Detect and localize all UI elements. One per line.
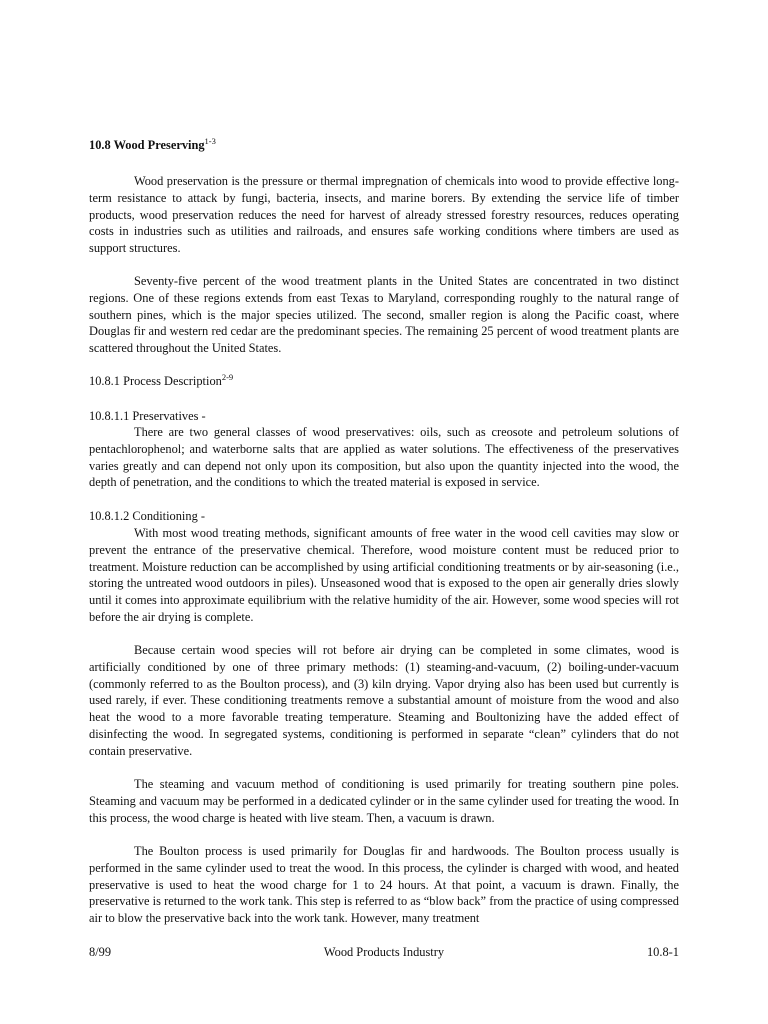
intro-paragraph-2: Seventy-five percent of the wood treatment plants in the United States are concentrated in two distinct regions. One of these regions extends from east Texas to Maryland, corresponding roughly to the natural range of southern pines, which is the major species utilized. The second, smaller region is along the Pacific coast, where Douglas fir and western red cedar are the predominant species. The remaining 25 percent of wood treatment plants are scattered throughout the United States.: [89, 274, 679, 356]
page-footer: [89, 944, 679, 962]
document-page: [89, 0, 679, 1024]
intro-paragraph-1: Wood preservation is the pressure or thermal impregnation of chemicals into wood to provide effective long-term resistance to attack by fungi, bacteria, insects, and marine borers. By extending the service life of timber products, wood preservation reduces the need for harvest of already stressed forestry resources, reduces operating costs in industries such as utilities and railroads, and ensures safe working conditions where timbers are used as support structures.: [89, 174, 679, 256]
footer-page-number: 10.8-1: [646, 945, 679, 959]
process-description-refs: 2-9: [221, 372, 234, 382]
section-heading: [89, 137, 216, 154]
conditioning-paragraph-4: The Boulton process is used primarily for Douglas fir and hardwoods. The Boulton process usually is performed in the same cylinder used to treat the wood. In this process, the cylinder is charged with wood, and heated preservative is used to heat the wood charge for 1 to 24 hours. At that point, a vacuum is drawn. Finally, the preservative is returned to the work tank. This step is referred to as “blow back” from the practice of using compressed air to blow the preservative back into the work tank. However, many treatment: [89, 844, 679, 926]
preservatives-heading: 10.8.1.1 Preservatives -: [89, 409, 206, 423]
footer-date: 8/99: [89, 945, 112, 959]
preservatives-paragraph: There are two general classes of wood preservatives: oils, such as creosote and petroleum solutions of pentachlorophenol; and waterborne salts that are applied as water solutions. The effectiveness of the preservatives varies greatly and can depend not only upon its composition, but also upon the quantity injected into the wood, the depth of penetration, and the conditions to which the treated material is exposed in service.: [89, 425, 679, 490]
section-number: 10.8: [89, 138, 111, 152]
section-title: Wood Preserving: [113, 138, 205, 152]
conditioning-paragraph-3: The steaming and vacuum method of conditioning is used primarily for treating southern pine poles. Steaming and vacuum may be performed in a dedicated cylinder or in the same cylinder used for treating the wood. In this process, the wood charge is heated with live steam. Then, a vacuum is drawn.: [89, 777, 679, 825]
conditioning-heading: 10.8.1.2 Conditioning -: [89, 509, 205, 523]
footer-title: Wood Products Industry: [323, 945, 445, 959]
section-refs: 1-3: [204, 136, 216, 146]
conditioning-paragraph-1: With most wood treating methods, significant amounts of free water in the wood cell cavities may slow or prevent the entrance of the preservative chemical. Therefore, wood moisture content must be reduced prior to treatment. Moisture reduction can be accomplished by using artificial conditioning treatments or by air-seasoning (i.e., storing the untreated wood outdoors in piles). Unseasoned wood that is exposed to the open air generally dries slowly until it comes into approximate equilibrium with the relative humidity of the air. However, some wood species will rot before the air drying is complete.: [89, 526, 679, 624]
process-description-heading: [89, 373, 233, 390]
conditioning-paragraph-2: Because certain wood species will rot before air drying can be completed in some climates, wood is artificially conditioned by one of three primary methods: (1) steaming-and-vacuum, (2) boiling-under-vacuum (commonly referred to as the Boulton process), and (3) kiln drying. Vapor drying also has been used but currently is used rarely, if ever. These conditioning treatments remove a substantial amount of moisture from the wood and also heat the wood to a more favorable treating temperature. Steaming and Boultonizing have the added effect of disinfecting the wood. In segregated systems, conditioning is performed in separate “clean” cylinders that do not contain preservative.: [89, 643, 679, 758]
process-description-label: 10.8.1 Process Description: [89, 374, 222, 388]
